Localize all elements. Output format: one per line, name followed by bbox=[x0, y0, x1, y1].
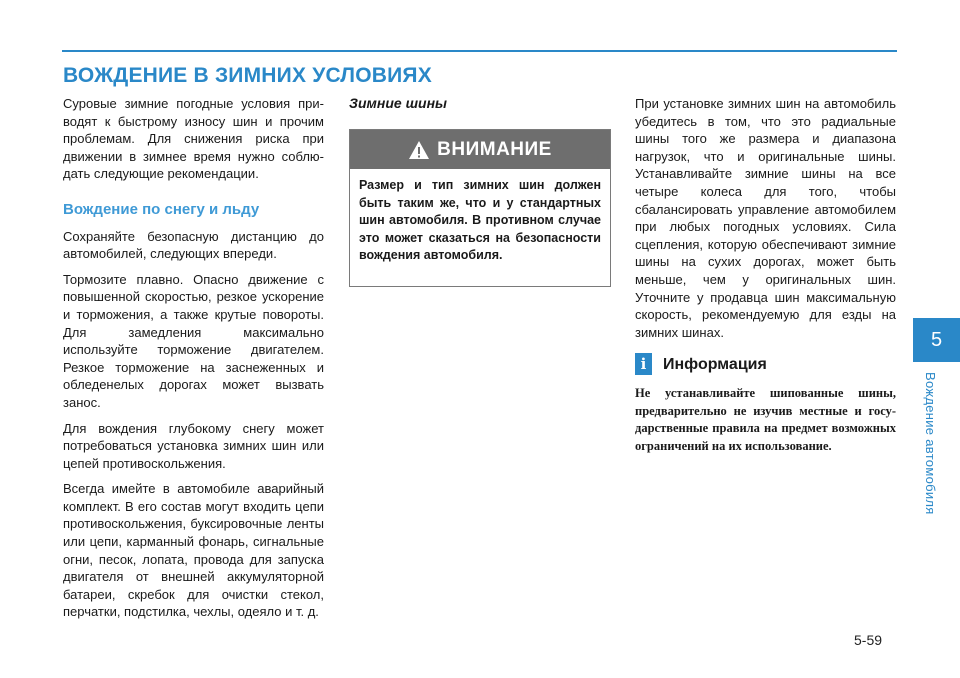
paragraph: Всегда имейте в автомобиле аварийный комплект. В его состав могут входить цепи противоскольжения, буксировочные ленты или цепи, карманный фонарь, сигнальные огни, песок, лопата, провода для запуска двигателя от внешней аккумуляторной батареи, скребок для очистки стекол, перчатки, подстилка, чехлы, одеяло и т. д. bbox=[63, 481, 324, 620]
page-title: ВОЖДЕНИЕ В ЗИМНИХ УСЛОВИЯХ bbox=[63, 64, 432, 87]
paragraph: Тормозите плавно. Опасно движение с повышенной скоростью, резкое ускорение и торможения, а также крутые повороты. Для замедления максимально используйте торможение двигателем. Резкое торможение на заснеженных и обледенелых дорогах может вызвать занос. bbox=[63, 271, 324, 410]
warning-title: ВНИМАНИЕ bbox=[437, 138, 552, 160]
warning-triangle-icon bbox=[408, 140, 430, 160]
info-text: Не устанавливайте шипованные шины, предварительно не изучив местные и государственные правила на предмет возможных ограничений на их использование. bbox=[635, 386, 896, 453]
info-icon: i bbox=[635, 353, 652, 375]
info-heading bbox=[635, 353, 896, 375]
chapter-tab: 5 bbox=[913, 318, 960, 362]
column-1 bbox=[63, 95, 324, 629]
paragraph: Сохраняйте безопасную дистанцию до автомобилей, следующих впереди. bbox=[63, 228, 324, 262]
top-rule bbox=[62, 50, 897, 52]
section-heading-winter-tires: Зимние шины bbox=[349, 95, 447, 111]
chapter-label: Вождение автомобиля bbox=[923, 372, 938, 515]
intro-paragraph: Суровые зимние погодные условия приводят к быстрому износу шин и прочим проблемам. Для снижения риска при движении в зимнее время нужно соблюдать следующие рекомендации. bbox=[63, 96, 324, 182]
column-3 bbox=[635, 95, 896, 455]
paragraph: При установке зимних шин на автомобиль убедитесь в том, что это радиальные шины того же размера и диапазона нагрузок, что и оригинальные шины. Устанавливайте зимние шины на все четыре колеса для того, чтобы сбалансировать управление автомобилем при любых погодных условиях. Сила сцепления, которую обеспечивают зимние шины на сухих дорогах, может быть меньше, чем у оригинальных шин. Уточните у продавца шин максимальную скорость, рекомендуемую для езды на зимних шинах. bbox=[635, 96, 896, 340]
warning-box bbox=[349, 129, 611, 287]
warning-text: Размер и тип зимних шин должен быть таким же, что и у стандартных шин автомобиля. В противном случае это может сказаться на безопасности вождения автомобиля. bbox=[359, 178, 601, 262]
info-title: Информация bbox=[663, 355, 767, 373]
paragraph: Для вождения глубокому снегу может потребоваться установка зимних шин или цепей противоскольжения. bbox=[63, 420, 324, 471]
warning-header bbox=[350, 130, 610, 169]
page-number: 5-59 bbox=[854, 632, 883, 648]
section-heading-snow-ice: Вождение по снегу и льду bbox=[63, 200, 260, 218]
column-2 bbox=[349, 95, 611, 262]
